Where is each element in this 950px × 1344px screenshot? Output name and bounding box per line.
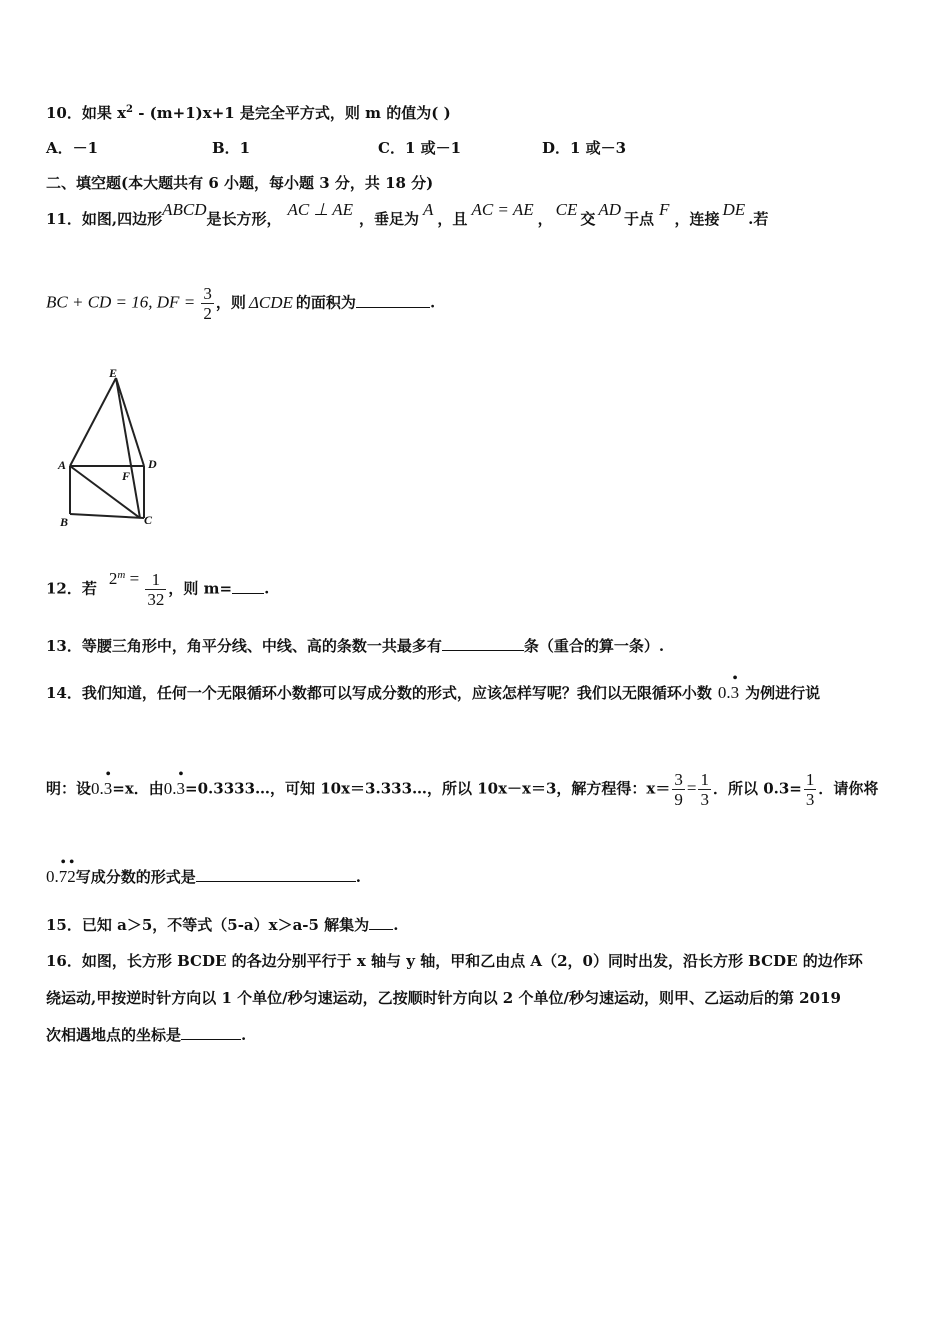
q11-text-2: 是长方形，: [206, 210, 282, 228]
question-14-line-2: [46, 766, 879, 809]
q14-f3-num: 1: [805, 770, 815, 789]
q14-fraction-3: [804, 770, 817, 809]
q14-rep-digit: 3: [176, 778, 186, 798]
section-heading: 二、填空题(本大题共有 6 小题，每小题 3 分，共 18 分): [46, 174, 434, 192]
q15-text-2: .: [393, 916, 399, 934]
question-16-line-3: [46, 1024, 246, 1045]
q14-text-7: ．请你将: [818, 779, 879, 798]
q14-rep-whole: 0.: [91, 778, 104, 798]
q14-repeating-decimal-3: [163, 766, 186, 798]
q12-base: 2: [108, 568, 118, 588]
q14-rep2-d2: 2: [67, 867, 76, 886]
q15-answer-blank[interactable]: [369, 915, 393, 930]
q11-fraction-numerator: 3: [203, 284, 212, 303]
q14-rep2-d1: 7: [58, 867, 68, 886]
q11-math-equal: AC = AE: [471, 200, 534, 219]
q14-text-3: 明：设: [46, 779, 92, 798]
q11-math-ad: AD: [598, 200, 622, 219]
q10-option-b: B．1: [212, 139, 251, 157]
question-13: [46, 635, 664, 656]
q11-math-a: A: [423, 200, 434, 219]
q12-text-3: .: [264, 579, 270, 598]
q16-answer-blank[interactable]: [181, 1025, 241, 1040]
q12-text-1: 12．若: [46, 579, 97, 598]
repeat-dot: •: [60, 855, 66, 870]
q11-math-abcd: ABCD: [162, 200, 207, 219]
question-14-line-1: [46, 671, 821, 703]
q16-text-4: .: [241, 1026, 247, 1044]
segment-ae: [70, 378, 116, 466]
q11-math-ce: CE: [555, 200, 578, 219]
q11-text-4: ，且: [437, 210, 468, 228]
question-15: [46, 914, 398, 935]
q11-text-8: ，连接: [674, 210, 720, 228]
q14-rep-whole: 0.: [717, 683, 731, 702]
q10-option-c: C．1 或－1: [378, 139, 462, 157]
repeat-dot: •: [178, 766, 184, 782]
question-10: [46, 102, 451, 123]
label-d: D: [148, 457, 157, 471]
q14-equals: =: [686, 778, 697, 798]
q14-fraction-1: [672, 770, 685, 809]
label-f: F: [122, 469, 131, 483]
q11-text-6: 交: [580, 210, 596, 228]
label-c: C: [144, 513, 153, 527]
q12-exponent: m: [117, 568, 126, 581]
q13-text-2: 条（重合的算一条）.: [523, 637, 665, 655]
q14-text-6: ．所以 0.3=: [712, 779, 802, 798]
question-14-line-3: [46, 855, 361, 887]
q14-text-5: =0.3333…，可知 10x＝3.333…，所以 10x－x＝3，解方程得：x＝: [185, 779, 671, 798]
q11-text-12: .: [429, 293, 436, 312]
repeat-dot: •: [105, 766, 111, 782]
q11-text-10: ，则: [215, 293, 246, 312]
label-a: A: [58, 458, 67, 472]
q11-fraction-denominator: 2: [203, 304, 212, 323]
q14-rep2-whole: 0.: [46, 867, 59, 886]
q12-equals: =: [125, 568, 144, 588]
q11-math-triangle: ΔCDE: [248, 292, 293, 312]
segment-ed: [116, 378, 144, 466]
segment-ec: [116, 378, 140, 518]
q11-text-7: 于点: [624, 210, 655, 228]
q10-options: [46, 137, 906, 159]
question-11: [46, 200, 769, 229]
q12-fraction-denominator: 32: [147, 590, 165, 609]
q14-rep-digit: 3: [103, 778, 113, 798]
q14-text-1: 14．我们知道，任何一个无限循环小数都可以写成分数的形式，应该怎样写呢？我们以无限循环小数: [46, 684, 712, 702]
q10-option-a: A．－1: [46, 139, 99, 157]
q10-exponent: 2: [126, 104, 134, 115]
repeat-dot: •: [732, 671, 738, 686]
q11-condition-math: BC + CD = 16, DF =: [46, 292, 200, 312]
q11-text-9: .若: [748, 210, 769, 228]
q13-answer-blank[interactable]: [442, 636, 524, 651]
question-16-line-2: 绕运动,甲按逆时针方向以 1 个单位/秒匀速运动，乙按顺时针方向以 2 个单位/秒匀速运动，则甲、乙运动后的第 2019: [46, 989, 841, 1007]
q14-text-2: 为例进行说: [745, 684, 821, 702]
q11-math-perp: AC ⊥ AE: [287, 200, 354, 219]
question-12: [46, 570, 269, 609]
q14-rep-digit: 3: [730, 683, 740, 702]
label-e: E: [109, 366, 118, 380]
q14-f2-num: 1: [700, 770, 709, 789]
q11-answer-blank[interactable]: [356, 293, 430, 308]
q10-rest: - (m+1)x+1 是完全平方式，则 m 的值为( ): [133, 104, 451, 122]
q12-fraction-numerator: 1: [145, 570, 166, 590]
q11-text-3: ，垂足为: [359, 210, 420, 228]
q14-f3-den: 3: [805, 790, 815, 809]
q16-text-3: 次相遇地点的坐标是: [46, 1026, 182, 1044]
q11-text-11: 的面积为: [295, 293, 356, 312]
label-b: B: [60, 515, 69, 529]
q12-answer-blank[interactable]: [232, 579, 264, 594]
q12-fraction: [145, 570, 166, 609]
q10-prefix: 10．如果 x: [46, 104, 127, 122]
question-11-condition: [46, 284, 435, 323]
q11-math-de: DE: [722, 200, 746, 219]
q11-fraction: [201, 284, 214, 323]
q14-rep-whole: 0.: [163, 778, 177, 798]
q12-text-2: ，则 m=: [168, 579, 233, 598]
q11-text-5: ，: [537, 210, 553, 228]
q13-text-1: 13．等腰三角形中，角平分线、中线、高的条数一共最多有: [46, 637, 442, 655]
q14-repeating-decimal-2: [91, 766, 113, 798]
q14-repeating-decimal-1: [717, 671, 740, 702]
q14-text-9: .: [355, 868, 361, 886]
q14-text-8: 写成分数的形式是: [75, 868, 196, 886]
q14-f1-den: 9: [674, 790, 683, 809]
q14-fraction-2: [698, 770, 711, 809]
q14-repeating-decimal-072: [46, 855, 76, 886]
repeat-dot: •: [69, 855, 75, 870]
q14-f2-den: 3: [700, 790, 709, 809]
q14-answer-blank[interactable]: [196, 867, 356, 882]
q14-text-4: =x．由: [112, 779, 164, 798]
q15-text-1: 15．已知 a＞5，不等式（5-a）x＞a-5 解集为: [46, 916, 370, 934]
q11-math-f: F: [659, 200, 670, 219]
segment-bc: [70, 514, 144, 518]
question-16-line-1: 16．如图，长方形 BCDE 的各边分别平行于 x 轴与 y 轴，甲和乙由点 A（2，0）同时出发，沿长方形 BCDE 的边作环: [46, 952, 863, 970]
q14-f1-num: 3: [674, 770, 683, 789]
q11-text-1: 11．如图,四边形: [46, 210, 163, 228]
q11-figure: [52, 366, 172, 536]
q10-option-d: D．1 或－3: [542, 139, 627, 157]
